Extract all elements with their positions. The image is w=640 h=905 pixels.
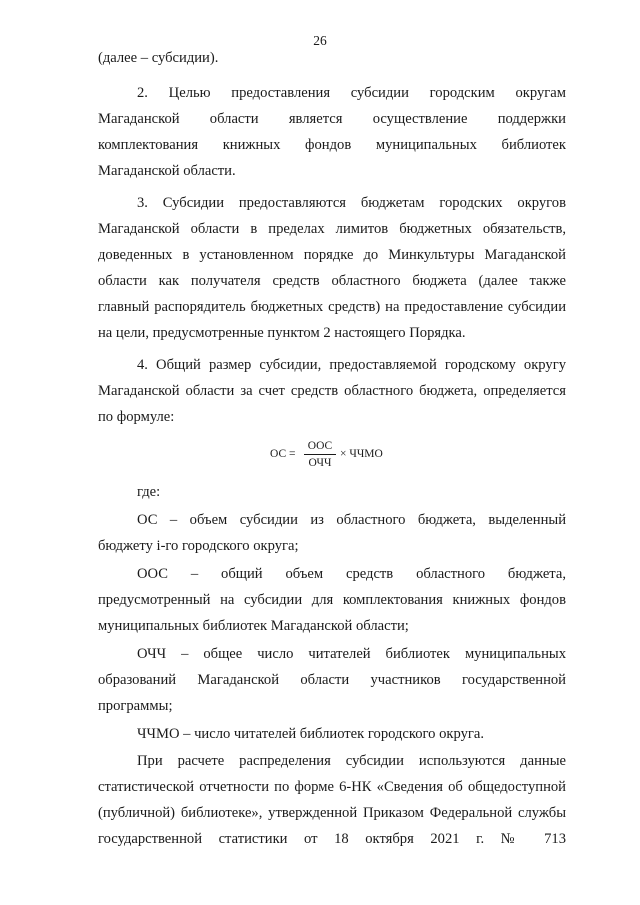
text-line: программы; [98,698,173,714]
text-line: государственной статистики от 18 октября 2021 г. № 713 [98,831,566,847]
formula-lhs: ОС = [270,448,296,460]
formula-denominator: ОЧЧ [308,457,332,469]
text-line: (публичной) библиотеке», утвержденной Приказом Федеральной службы [98,805,566,821]
text-line: где: [137,484,161,500]
text-line: (далее – субсидии). [98,50,219,66]
text-line: предусмотренный на субсидии для комплектования книжных фондов [98,592,566,608]
text-line: Магаданской области в пределах лимитов бюджетных обязательств, [98,221,566,237]
text-line: ООС – общий объем средств областного бюджета, [137,566,566,582]
text-line: ОС – объем субсидии из областного бюджета, выделенный [137,512,566,528]
text-line: При расчете распределения субсидии используются данные [137,753,566,769]
text-line: ЧЧМО – число читателей библиотек городского округа. [137,726,485,742]
page-number: 26 [313,33,327,48]
text-line: 3. Субсидии предоставляются бюджетам городских округов [137,195,566,211]
fraction-bar [304,454,336,455]
text-line: комплектования книжных фондов муниципальных библиотек [98,137,566,153]
formula-rhs: × ЧЧМО [340,448,383,460]
formula-numerator: ООС [307,440,333,452]
subsidy-formula [270,440,420,474]
text-line: доведенных в установленном порядке до Минкультуры Магаданской [98,247,566,263]
text-line: муниципальных библиотек Магаданской области; [98,618,409,634]
text-line: на цели, предусмотренные пунктом 2 настоящего Порядка. [98,325,466,341]
formula-fraction [304,440,336,470]
text-line: образований Магаданской области участников государственной [98,672,566,688]
text-line: Магаданской области. [98,163,236,179]
text-line: Магаданской области является осуществление поддержки [98,111,566,127]
text-line: по формуле: [98,409,175,425]
text-line: Магаданской области за счет средств областного бюджета, определяется [98,383,566,399]
text-line: бюджету i-го городского округа; [98,538,299,554]
text-line: 4. Общий размер субсидии, предоставляемой городскому округу [137,357,566,373]
text-line: ОЧЧ – общее число читателей библиотек муниципальных [137,646,566,662]
text-line: области как получателя средств областного бюджета (далее также [98,273,566,289]
text-line: главный распорядитель бюджетных средств) на предоставление субсидии [98,299,566,315]
text-line: статистической отчетности по форме 6-НК «Сведения об общедоступной [98,779,566,795]
text-line: 2. Целью предоставления субсидии городским округам [137,85,566,101]
